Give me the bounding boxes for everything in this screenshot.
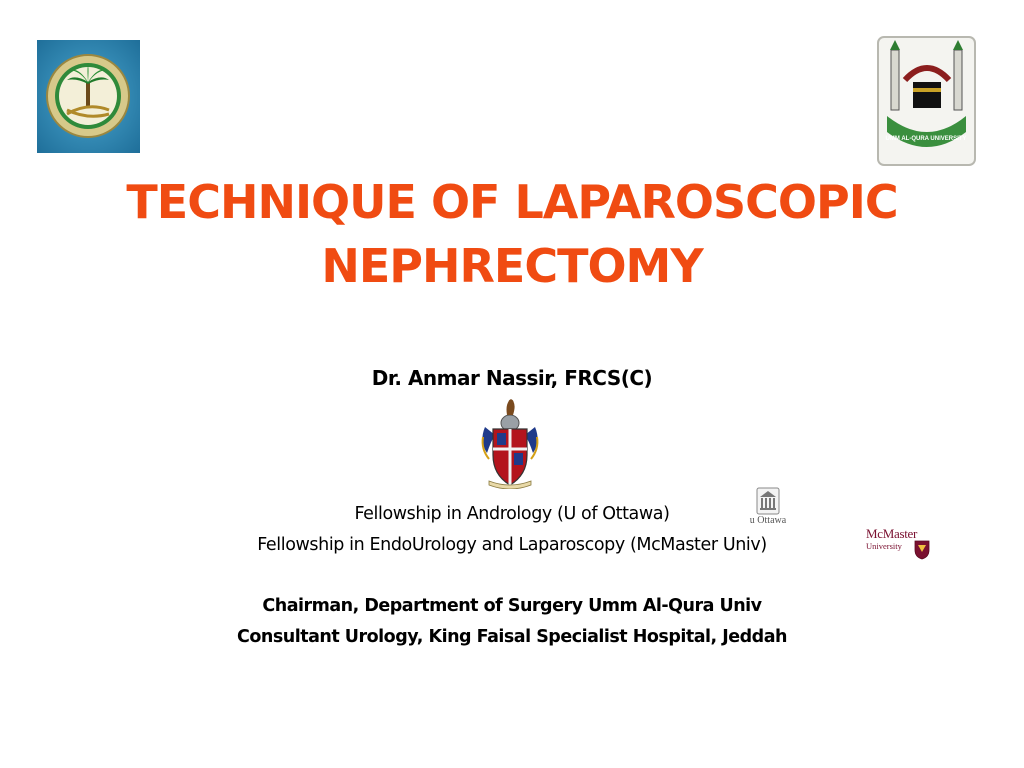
coat-of-arms-icon [477,397,543,489]
uottawa-logo-text: u Ottawa [749,515,787,526]
saudi-emblem-icon [37,40,140,153]
title-line-2: NEPHRECTOMY [321,239,703,293]
author-name: Dr. Anmar Nassir, FRCS(C) [371,366,653,390]
mcmaster-logo-sub: University [866,541,902,551]
slide-title [40,170,984,298]
mcmaster-shield-icon [914,540,930,560]
fellowship-andrology: Fellowship in Andrology (U of Ottawa) [354,504,670,524]
fellowship-endourology: Fellowship in EndoUrology and Laparoscopy (McMaster Univ) [257,535,767,555]
uottawa-building-icon [744,486,792,516]
mcmaster-logo [866,526,932,566]
mcmaster-logo-name: McMaster [866,526,918,541]
affiliation-consultant: Consultant Urology, King Faisal Specialist Hospital, Jeddah [237,627,787,647]
umm-al-qura-university-logo [877,36,976,166]
title-line-1: TECHNIQUE OF LAPAROSCOPIC [126,175,898,229]
affiliation-chairman: Chairman, Department of Surgery Umm Al-Qura Univ [262,596,762,616]
uottawa-logo [744,486,792,528]
umm-al-qura-logo-text: UMM AL-QURA UNIVERSITY [885,136,967,142]
